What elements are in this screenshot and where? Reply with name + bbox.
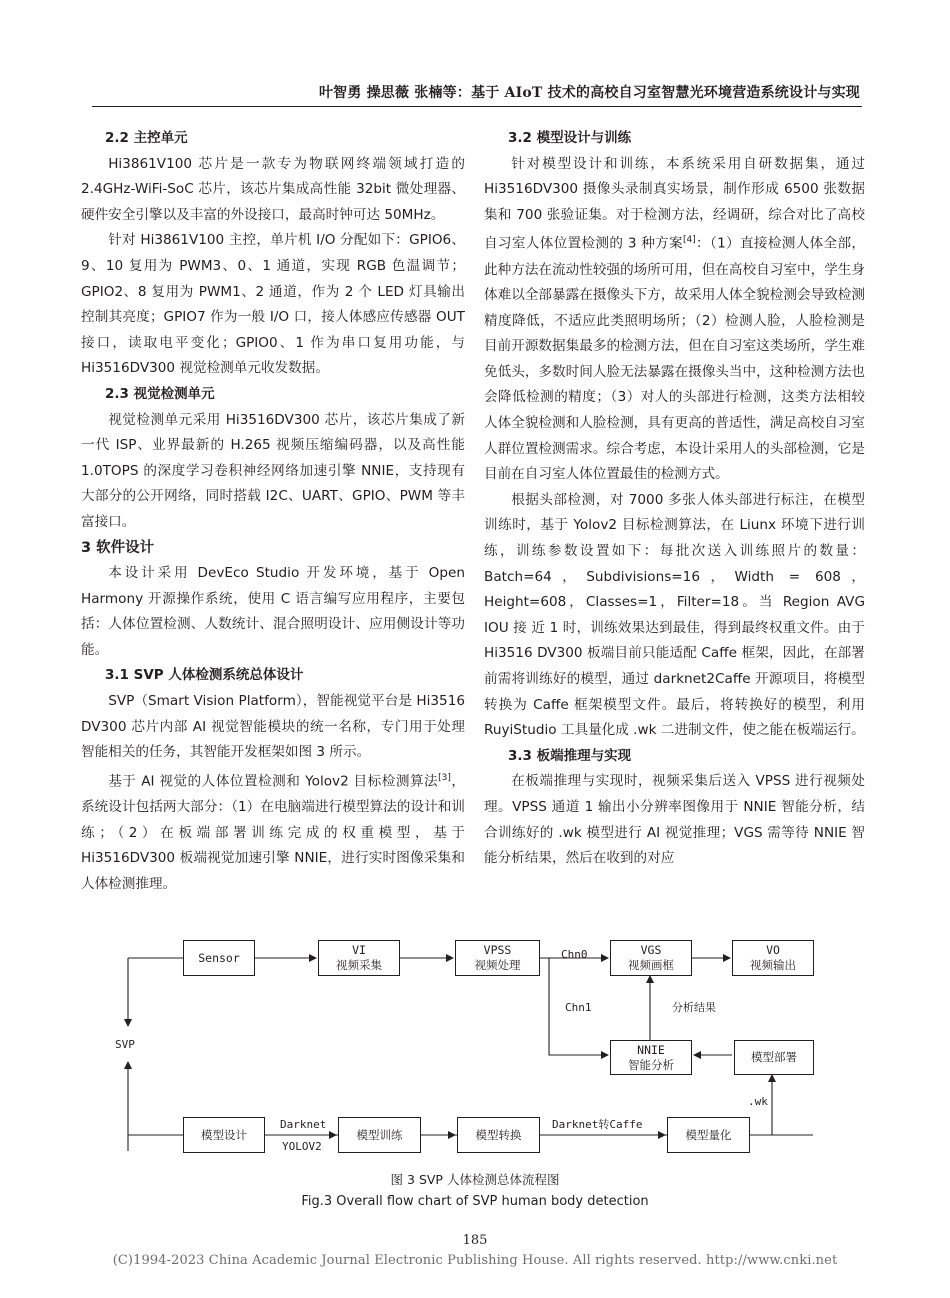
header-rule xyxy=(92,106,862,107)
vo-box xyxy=(732,940,814,976)
nnie-box xyxy=(610,1040,692,1075)
paragraph-text: 针对模型设计和训练，本系统采用自研数据集，通过 Hi3516DV300 摄像头录制真实场景，制作形成 6500 张数据集和 700 张验证集。对于检测方法，经调研，综合对比了高校自习室人体位置检测的 3 种方案 xyxy=(484,155,865,252)
design-box xyxy=(183,1117,265,1153)
section-2-2-heading: 2.2 主控单元 xyxy=(105,130,188,146)
paragraph xyxy=(484,152,865,488)
citation-ref: [3] xyxy=(438,772,451,783)
vi-box xyxy=(318,940,400,976)
darknet-label: Darknet xyxy=(280,1118,327,1131)
section-3-2-heading: 3.2 模型设计与训练 xyxy=(508,130,632,146)
train-box xyxy=(338,1117,421,1153)
node-label: 模型训练 xyxy=(356,1127,403,1142)
figure-caption-en: Fig.3 Overall flow chart of SVP human body detection xyxy=(301,1194,649,1209)
vgs-box xyxy=(610,940,692,976)
node-label: 模型设计 xyxy=(201,1127,247,1142)
paragraph: 针对 Hi3861V100 主控，单片机 I/O 分配如下：GPIO6、9、10 复用为 PWM3、0、1 通道，实现 RGB 色温调节；GPIO2、8 复用为 PWM1、2 通道，作为 2 个 LED 灯具输出控制其亮度；GPIO7 作为一般 I/O 口，接人体感应传感器 OUT 接口，读取电平变化；GPIO0、1 作为串口复用功能，与 Hi3516DV300 视觉检测单元收发数据。 xyxy=(81,232,465,377)
analysis-result-label: 分析结果 xyxy=(672,1001,716,1014)
paragraph-text: ：（1）直接检测人体全部，此种方法在流动性较强的场所可用，但在高校自习室中，学生身体难以全部暴露在摄像头下方，故采用人体全貌检测会导致检测精度降低，不适应此类照明场所；（2）检测人脸，人脸检测是目前开源数据集最多的检测方法，但在自习室这类场所，学生难免低头，多数时间人脸无法暴露在摄像头当中，这种检测方法也会降低检测的精度；（3）对人的头部进行检测，这类方法相较人体全貌检测和人脸检测，具有更高的普适性，满足高校自习室人群位置检测需求。综合考虑，本设计采用人的头部检测，它是目前在自习室人体位置最佳的检测方式。 xyxy=(484,235,865,483)
copyright-footer: (C)1994-2023 China Academic Journal Electronic Publishing House. All rights reserved. http://www.cnki.net xyxy=(112,1253,838,1268)
paragraph-text: ，系统设计包括两大部分：（1）在电脑端进行模型算法的设计和训练；（2）在板端部署训练完成的权重模型，基于 Hi3516DV300 板端视觉加速引擎 NNIE，进行实时图像采集和人体检测推理。 xyxy=(81,773,466,892)
page-number: 185 xyxy=(462,1233,488,1248)
yolov2-label: YOLOV2 xyxy=(282,1140,322,1153)
running-header: 叶智勇 操思薇 张楠等：基于 AIoT 技术的高校自习室智慧光环境营造系统设计与实现 xyxy=(318,85,860,101)
node-label: VPSS xyxy=(483,943,512,957)
node-label: 模型量化 xyxy=(685,1127,732,1142)
node-label: Sensor xyxy=(198,950,240,965)
paragraph: 视觉检测单元采用 Hi3516DV300 芯片，该芯片集成了新一代 ISP、业界最新的 H.265 视频压缩编码器，以及高性能 1.0TOPS 的深度学习卷积神经网络加速引擎 NNIE，支持现有大部分的公开网络，同时搭载 I2C、UART、GPIO、PWM 等丰富接口。 xyxy=(81,411,465,530)
section-3-3-heading: 3.3 板端推理与实现 xyxy=(508,747,632,764)
left-column xyxy=(81,126,465,897)
sensor-box xyxy=(183,940,255,976)
chn0-label: Chn0 xyxy=(561,948,588,961)
vpss-box xyxy=(455,940,540,976)
node-label: VO xyxy=(766,943,780,957)
node-label: 智能分析 xyxy=(628,1057,674,1072)
node-label: 视频输出 xyxy=(750,958,796,972)
paragraph: 本设计采用 DevEco Studio 开发环境，基于 Open Harmony 开源操作系统，使用 C 语言编写应用程序，主要包括：人体位置检测、人数统计、混合照明设计、应用侧设计等功能。 xyxy=(81,565,465,658)
node-label: VGS xyxy=(640,943,662,957)
quant-box xyxy=(667,1117,750,1153)
node-label: VI xyxy=(352,943,366,957)
section-3-heading: 3 软件设计 xyxy=(81,539,155,556)
node-label: 视频画框 xyxy=(628,958,674,972)
darknet-to-caffe-label: Darknet转Caffe xyxy=(552,1118,643,1131)
section-2-3-heading: 2.3 视觉检测单元 xyxy=(105,385,215,402)
node-label: 模型部署 xyxy=(751,1050,797,1064)
wk-label: .wk xyxy=(748,1095,768,1108)
paragraph: SVP（Smart Vision Platform），智能视觉平台是 Hi3516 DV300 芯片内部 AI 视觉智能模块的统一名称，专门用于处理智能相关的任务，其智能开发框架如图 3 所示。 xyxy=(81,693,465,761)
citation-ref: [4] xyxy=(682,235,696,246)
paragraph xyxy=(81,766,465,898)
paragraph: 在板端推理与实现时，视频采集后送入 VPSS 进行视频处理。VPSS 通道 1 输出小分辨率图像用于 NNIE 智能分析，结合训练好的 .wk 模型进行 AI 视觉推理；VGS 需等待 NNIE 智能分析结果，然后在收到的对应 xyxy=(484,773,865,867)
svp-flowchart xyxy=(100,930,860,1170)
section-3-1-heading: 3.1 SVP 人体检测系统总体设计 xyxy=(105,667,304,684)
node-label: NNIE xyxy=(637,1042,665,1057)
chn1-label: Chn1 xyxy=(565,1001,592,1014)
paragraph: Hi3861V100 芯片是一款专为物联网终端领域打造的 2.4GHz-WiFi-SoC 芯片，该芯片集成高性能 32bit 微处理器、硬件安全引擎以及丰富的外设接口，最高时钟可达 50MHz。 xyxy=(81,155,465,223)
svp-label: SVP xyxy=(115,1038,135,1051)
convert-box xyxy=(457,1117,540,1153)
deploy-box xyxy=(734,1040,814,1075)
node-label: 视频处理 xyxy=(474,958,521,972)
paragraph-text: 基于 AI 视觉的人体位置检测和 Yolov2 目标检测算法 xyxy=(108,773,439,790)
node-label: 视频采集 xyxy=(336,958,382,972)
figure-caption-zh: 图 3 SVP 人体检测总体流程图 xyxy=(390,1172,560,1187)
node-label: 模型转换 xyxy=(475,1127,522,1142)
right-column xyxy=(484,126,865,872)
paragraph: 根据头部检测，对 7000 多张人体头部进行标注，在模型训练时，基于 Yolov2 目标检测算法，在 Liunx 环境下进行训练，训练参数设置如下：每批次送入训练照片的数量：Batch=64，Subdivisions=16，Width = 608，Height=608，Classes=1，Filter=18。当 Region AVG IOU 接 近 1 时，训练效果达到最佳，得到最终权重文件。由于 Hi3516 DV300 板端目前只能适配 Caffe 框架，因此，在部署前需将训练好的模型，通过 darknet2Caffe 开源项目，将模型转换为 Caffe 框架模型文件。最后，将转换好的模型，利用 RuyiStudio 工具量化成 .wk 二进制文件，使之能在板端运行。 xyxy=(484,491,865,739)
